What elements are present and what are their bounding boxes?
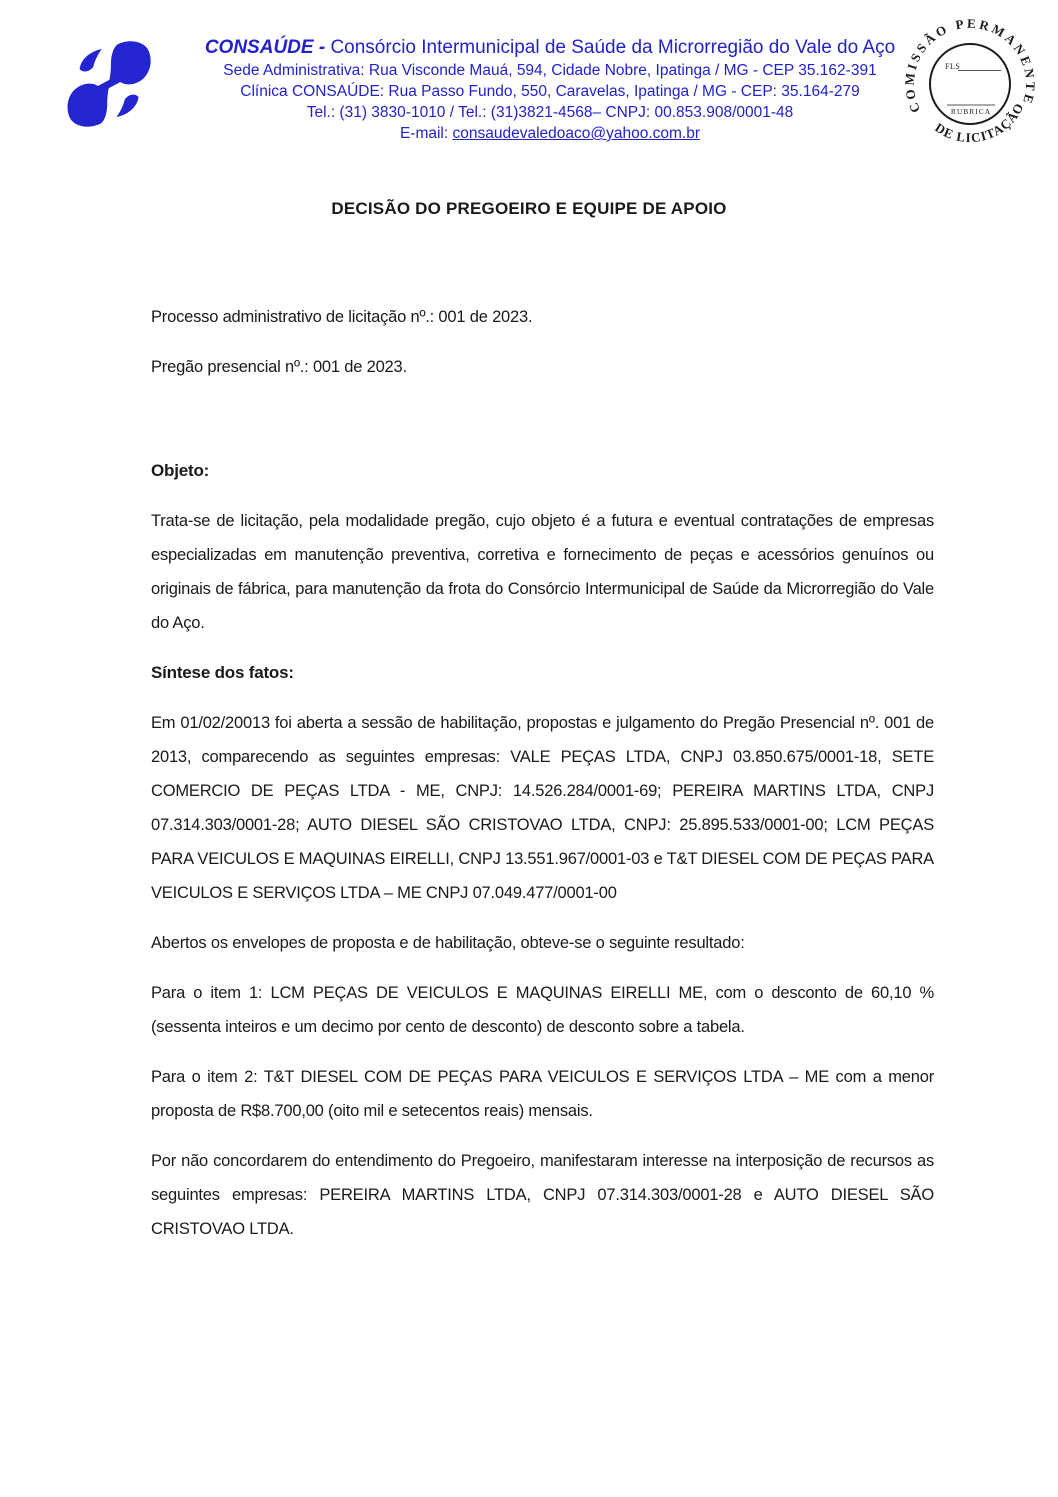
stamp-arc-bottom-text: DE LICITAÇÃO xyxy=(932,99,1027,146)
svg-text:COMISSÃO PERMANENTE xyxy=(902,16,1039,115)
item2-paragraph: Para o item 2: T&T DIESEL COM DE PEÇAS PARA VEICULOS E SERVIÇOS LTDA – ME com a menor proposta de R$8.700,00 (oito mil e setecentos reais) mensais. xyxy=(151,1068,934,1120)
letterhead-text xyxy=(185,36,915,144)
address-line-1: Sede Administrativa: Rua Visconde Mauá, 594, Cidade Nobre, Ipatinga / MG - CEP 35.162-391 xyxy=(223,62,877,79)
stamp-arc-top-text: COMISSÃO PERMANENTE xyxy=(901,15,1039,115)
document-title: DECISÃO DO PREGOEIRO E EQUIPE DE APOIO xyxy=(331,199,727,218)
email-label: E-mail: xyxy=(399,125,453,142)
org-title-line xyxy=(185,36,915,60)
objeto-heading: Objeto: xyxy=(151,461,210,480)
sintese-heading: Síntese dos fatos: xyxy=(151,663,294,682)
org-description: Consórcio Intermunicipal de Saúde da Microrregião do Vale do Aço xyxy=(325,37,896,58)
document-body xyxy=(151,220,934,1246)
recursos-paragraph: Por não concordarem do entendimento do Pregoeiro, manifestaram interesse na interposição de recursos as seguintes empresas: PEREIRA MARTINS LTDA, CNPJ 07.314.303/0001-28 e AUTO DIESEL SÃO CRISTOVAO LTDA. xyxy=(151,1152,934,1238)
email-link[interactable]: consaudevaledoaco@yahoo.com.br xyxy=(452,125,701,142)
address-line-2: Clínica CONSAÚDE: Rua Passo Fundo, 550, Caravelas, Ipatinga / MG - CEP: 35.164-279 xyxy=(240,83,860,100)
stamp-fls-label: FLS xyxy=(945,62,961,71)
pregao-number-line: Pregão presencial nº.: 001 de 2023. xyxy=(151,358,407,376)
consaude-logo-icon xyxy=(64,38,156,130)
licitacao-stamp xyxy=(895,15,1045,165)
process-number-line: Processo administrativo de licitação nº.: 001 de 2023. xyxy=(151,308,533,326)
phone-cnpj-line: Tel.: (31) 3830-1010 / Tel.: (31)3821-4568– CNPJ: 00.853.908/0001-48 xyxy=(306,104,794,121)
email-line xyxy=(185,123,915,144)
stamp-rubrica-label: RUBRICA xyxy=(950,107,992,116)
item1-paragraph: Para o item 1: LCM PEÇAS DE VEICULOS E MAQUINAS EIRELLI ME, com o desconto de 60,10 % (sessenta inteiros e um decimo por cento de desconto) de desconto sobre a tabela. xyxy=(151,984,934,1036)
sintese-paragraph: Em 01/02/20013 foi aberta a sessão de habilitação, propostas e julgamento do Pregão Presencial nº. 001 de 2013, comparecendo as seguintes empresas: VALE PEÇAS LTDA, CNPJ 03.850.675/0001-18, SETE COMERCIO DE PEÇAS LTDA - ME, CNPJ: 14.526.284/0001-69; PEREIRA MARTINS LTDA, CNPJ 07.314.303/0001-28; AUTO DIESEL SÃO CRISTOVAO LTDA, CNPJ: 25.895.533/0001-00; LCM PEÇAS PARA VEICULOS E MAQUINAS EIRELLI, CNPJ 13.551.967/0001-03 e T&T DIESEL COM DE PEÇAS PARA VEICULOS E SERVIÇOS LTDA – ME CNPJ 07.049.477/0001-00 xyxy=(151,714,934,902)
org-name: CONSAÚDE - xyxy=(204,37,326,58)
objeto-paragraph: Trata-se de licitação, pela modalidade pregão, cujo objeto é a futura e eventual contratações de empresas especializadas em manutenção preventiva, corretiva e fornecimento de peças e acessórios genuínos ou originais de fábrica, para manutenção da frota do Consórcio Intermunicipal de Saúde da Microrregião do Vale do Aço. xyxy=(151,512,934,632)
abertos-paragraph: Abertos os envelopes de proposta e de habilitação, obteve-se o seguinte resultado: xyxy=(151,934,745,952)
letterhead xyxy=(0,0,1058,170)
